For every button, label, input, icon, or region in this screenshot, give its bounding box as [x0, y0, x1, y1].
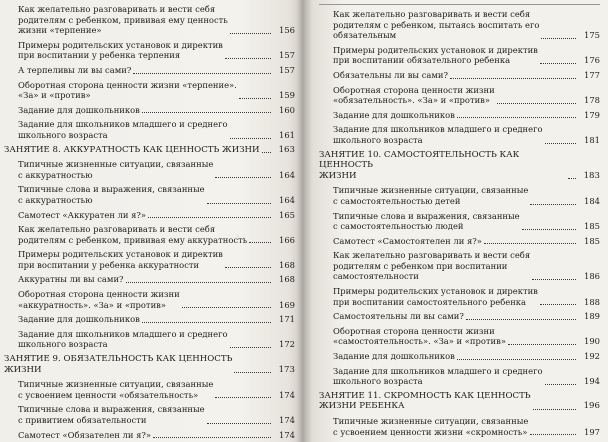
toc-page-number: 161: [279, 129, 295, 140]
toc-entry: [319, 9, 600, 41]
toc-entry-title: Задание для школьников младшего и среднего школьного возраста: [18, 119, 228, 140]
toc-entry-title: ЗАНЯТИЕ 10. САМОСТОЯТЕЛЬНОСТЬ КАК ЦЕННОСТЬ ЖИЗНИ: [319, 149, 520, 181]
toc-entry-title: Как желательно разговаривать и вести себя родителям с ребенком, прививая ему ценность жизни «терпение»: [18, 4, 228, 36]
toc-entry: [319, 416, 600, 437]
toc-page-number: 164: [279, 169, 295, 180]
toc-entry: [4, 430, 295, 441]
toc-chapter-heading: [4, 145, 295, 156]
toc-entry-title: Задание для школьников младшего и среднего школьного возраста: [333, 124, 543, 145]
toc-entry-title: ЗАНЯТИЕ 9. ОБЯЗАТЕЛЬНОСТЬ КАК ЦЕННОСТЬ ЖИЗНИ: [4, 354, 233, 375]
toc-entry-title: Оборотная сторона ценности жизни «терпение». «За» и «против»: [18, 79, 237, 101]
toc-entry: [319, 366, 600, 387]
dot-leader: [508, 342, 576, 345]
dot-leader: [466, 317, 576, 320]
dot-leader: [541, 36, 576, 39]
dot-leader: [148, 215, 271, 218]
dot-leader: [126, 280, 271, 283]
dot-leader: [215, 175, 271, 178]
right-page: [301, 0, 608, 442]
dot-leader: [540, 61, 576, 64]
dot-leader: [207, 201, 271, 204]
toc-page-number: 190: [584, 336, 600, 347]
toc-entry-title: Аккуратны ли вы сами?: [18, 274, 124, 285]
toc-entry: [319, 45, 600, 66]
dot-leader: [457, 115, 576, 118]
dot-leader: [497, 101, 576, 104]
toc-entry-title: Задание для школьников младшего и среднего школьного возраста: [18, 328, 228, 350]
toc-entry: [4, 105, 295, 116]
toc-page-number: 163: [278, 144, 295, 155]
toc-page-number: 183: [583, 170, 600, 181]
toc-entry: [319, 311, 600, 322]
toc-entry-title: Самотест «Самостоятелен ли я?»: [333, 235, 482, 246]
toc-entry-title: Самотест «Аккуратен ли я?»: [18, 209, 147, 220]
toc-entry: [319, 185, 600, 206]
toc-entry-title: Оборотная сторона ценности жизни «самостоятельность». «За» и «против»: [333, 325, 506, 347]
dot-leader: [530, 432, 576, 435]
toc-entry-title: Примеры родительских установок и директив при воспитании у ребенка аккуратности: [18, 249, 223, 270]
toc-page-number: 160: [279, 104, 295, 115]
toc-page-number: 157: [279, 50, 295, 61]
toc-entry: [319, 110, 600, 121]
dot-leader: [530, 202, 576, 205]
toc-entry: [4, 40, 295, 61]
toc-entry-title: Как желательно разговаривать и вести себя родителям с ребенком, пытаясь воспитать его обязательным: [333, 9, 540, 41]
toc-page-number: 185: [584, 221, 600, 232]
toc-entry-title: Примеры родительских установок и директив при воспитании обязательного ребенка: [333, 44, 538, 66]
toc-page-number: 165: [279, 209, 295, 220]
dot-leader: [182, 305, 271, 308]
left-page: [0, 0, 301, 442]
dot-leader: [568, 176, 576, 179]
toc-page-number: 188: [584, 296, 600, 307]
toc-chapter-heading: [319, 391, 600, 412]
toc-entry-title: Как желательно разговаривать и вести себя родителям с ребенком при воспитании самостоятельности: [333, 250, 531, 282]
toc-page-number: 168: [279, 274, 295, 285]
toc-entry-title: Примеры родительских установок и директив при воспитании у ребенка терпения: [18, 39, 223, 61]
top-rule: [319, 4, 600, 5]
toc-page-number: 168: [279, 259, 295, 270]
dot-leader: [142, 320, 271, 323]
toc-page-number: 169: [279, 299, 295, 310]
toc-page-number: 185: [584, 235, 600, 246]
toc-entry: [4, 329, 295, 350]
toc-page-number: 179: [584, 109, 600, 120]
toc-entry-title: Оборотная сторона ценности жизни «аккуратность». «За» и «против»: [18, 289, 180, 310]
toc-page-number: 196: [583, 401, 600, 412]
toc-entry-title: Типичные жизненные ситуации, связанные с самостоятельностью детей: [333, 185, 529, 206]
toc-entry-title: Типичные жизненные ситуации, связанные с усвоением ценности «обязательность»: [18, 379, 214, 400]
dot-leader: [215, 395, 271, 398]
toc-entry: [319, 211, 600, 232]
dot-leader: [457, 357, 576, 360]
toc-page-number: 186: [584, 271, 600, 282]
toc-page-number: 189: [584, 311, 600, 322]
toc-page-number: 175: [584, 30, 600, 41]
toc-entry-title: Типичные жизненные ситуации, связанные с усвоением ценности жизни «скромность»: [333, 416, 529, 437]
toc-page-number: 197: [584, 426, 600, 437]
toc-page-number: 178: [584, 95, 600, 106]
toc-page-number: 177: [584, 69, 600, 80]
toc-entry: [4, 4, 295, 36]
dot-leader: [533, 407, 576, 410]
dot-leader: [133, 71, 271, 74]
toc-entry-title: ЗАНЯТИЕ 11. СКРОМНОСТЬ КАК ЦЕННОСТЬ ЖИЗНИ РЕБЕНКА: [319, 390, 531, 412]
toc-entry-title: Задание для дошкольников: [333, 109, 455, 120]
toc-entry-title: Задание для дошкольников: [18, 104, 140, 115]
dot-leader: [230, 345, 271, 348]
toc-page-number: 174: [279, 415, 295, 425]
dot-leader: [225, 56, 271, 59]
toc-entry: [4, 210, 295, 221]
toc-entry: [4, 224, 295, 245]
toc-entry: [319, 85, 600, 106]
toc-page-number: 159: [279, 90, 295, 101]
dot-leader: [142, 110, 271, 113]
toc-entry-title: Самотест «Обязателен ли я?»: [18, 429, 151, 440]
toc-entry: [319, 286, 600, 307]
toc-entry-title: Задание для дошкольников: [18, 314, 140, 325]
dot-leader: [225, 265, 271, 268]
dot-leader: [484, 241, 576, 244]
toc-entry-title: Обязательны ли вы сами?: [333, 69, 449, 80]
toc-page-number: 172: [279, 339, 295, 350]
dot-leader: [540, 302, 576, 305]
toc-entry-title: Типичные слова и выражения, связанные с самостоятельностью людей: [333, 210, 520, 232]
toc-entry: [4, 119, 295, 140]
toc-entry-title: А терпеливы ли вы сами?: [18, 64, 132, 75]
toc-entry: [319, 124, 600, 145]
toc-entry: [4, 65, 295, 76]
toc-entry: [4, 404, 295, 425]
toc-entry-title: Как желательно разговаривать и вести себя родителям с ребенком, прививая ему аккуратность: [18, 224, 248, 245]
dot-leader: [153, 435, 271, 438]
toc-entry: [4, 314, 295, 325]
toc-page-number: 157: [279, 64, 295, 75]
toc-entry-title: Типичные слова и выражения, связанные с привитием обязательности: [18, 404, 205, 425]
toc-entry-title: ЗАНЯТИЕ 8. АККУРАТНОСТЬ КАК ЦЕННОСТЬ ЖИЗНИ: [4, 144, 260, 155]
toc-entry-title: Типичные слова и выражения, связанные с аккуратностью: [18, 184, 205, 205]
toc-entry: [4, 159, 295, 180]
toc-page-number: 176: [584, 55, 600, 66]
toc-entry: [4, 249, 295, 270]
toc-entry: [4, 274, 295, 285]
toc-page-number: 166: [279, 234, 295, 245]
dot-leader: [545, 141, 576, 144]
toc-entry-title: Самостоятельны ли вы сами?: [333, 311, 464, 322]
toc-page-number: 164: [279, 194, 295, 205]
toc-page-number: 181: [584, 134, 600, 145]
dot-leader: [262, 150, 271, 153]
toc-entry: [319, 236, 600, 247]
toc-page-number: 194: [584, 376, 600, 387]
toc-page-number: 174: [279, 429, 295, 440]
toc-entry: [4, 184, 295, 205]
dot-leader: [249, 240, 271, 243]
dot-leader: [239, 96, 271, 99]
toc-page-number: 184: [584, 195, 600, 206]
toc-chapter-heading: [319, 150, 600, 182]
toc-page-number: 174: [279, 389, 295, 400]
dot-leader: [230, 31, 271, 34]
toc-entry: [4, 80, 295, 101]
dot-leader: [450, 76, 576, 79]
toc-page-number: 171: [279, 314, 295, 325]
toc-entry: [319, 70, 600, 81]
dot-leader: [230, 136, 271, 139]
toc-entry: [4, 379, 295, 400]
toc-entry: [319, 250, 600, 282]
toc-entry-title: Задание для дошкольников: [333, 351, 455, 362]
toc-page-number: 192: [584, 351, 600, 362]
toc-entry: [319, 326, 600, 347]
toc-entry-title: Задание для школьников младшего и среднего школьного возраста: [333, 365, 543, 387]
toc-entry-title: Оборотная сторона ценности жизни «обязательность». «За» и «против»: [333, 84, 495, 106]
dot-leader: [207, 421, 271, 424]
dot-leader: [522, 227, 576, 230]
toc-entry: [319, 351, 600, 362]
toc-entry: [4, 289, 295, 310]
dot-leader: [532, 277, 576, 280]
dot-leader: [545, 382, 576, 385]
toc-entry-title: Типичные жизненные ситуации, связанные с аккуратностью: [18, 159, 214, 180]
toc-page-number: 156: [279, 25, 295, 36]
toc-chapter-heading: [4, 354, 295, 375]
toc-entry-title: Примеры родительских установок и директив при воспитании самостоятельного ребенка: [333, 286, 538, 307]
toc-page-number: 173: [278, 364, 295, 375]
dot-leader: [234, 370, 271, 373]
